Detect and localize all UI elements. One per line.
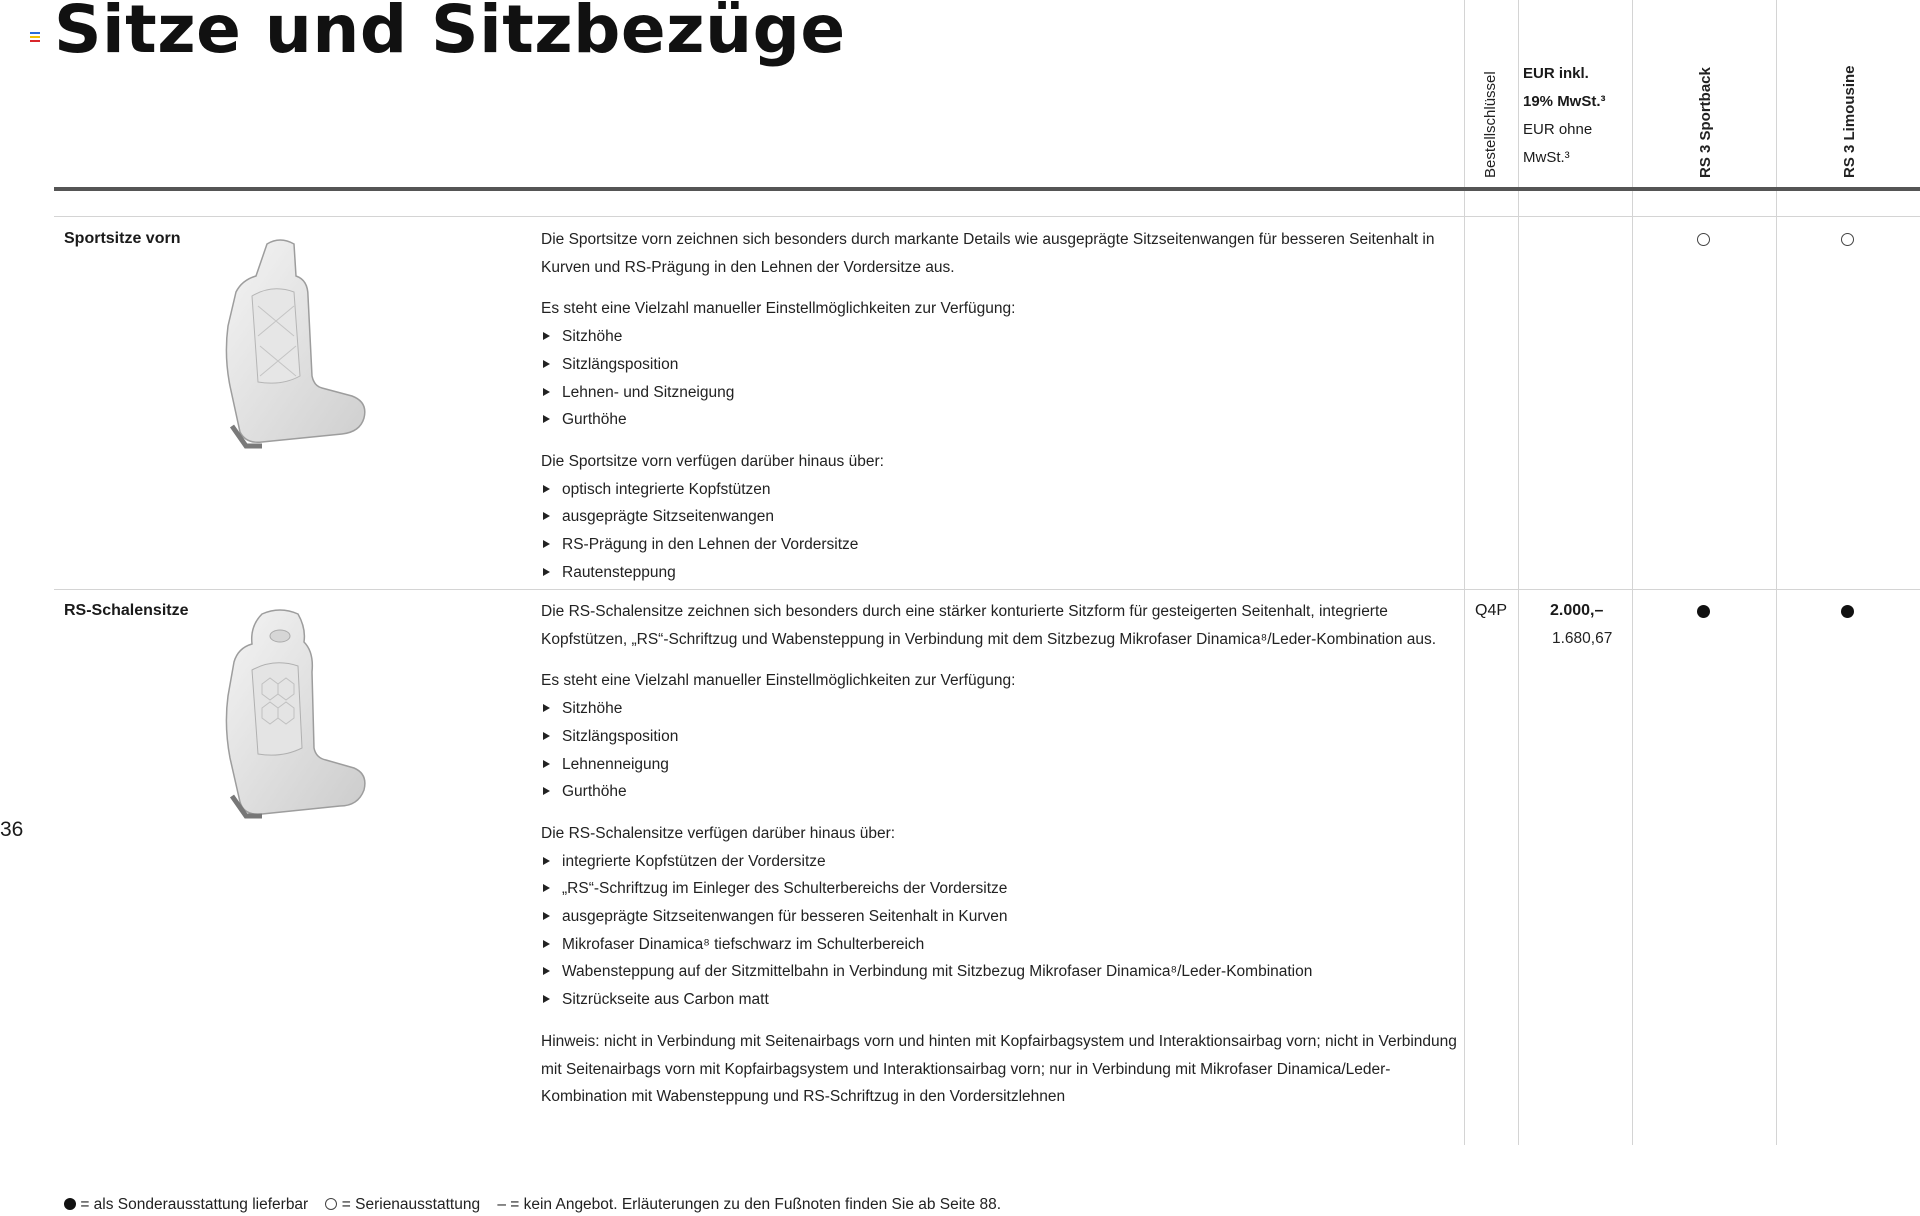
adjust-list bbox=[541, 323, 1461, 434]
bucket-seat-image bbox=[222, 608, 372, 828]
price-gross-label-2: 19% MwSt.³ bbox=[1523, 93, 1606, 110]
row-note: Hinweis: nicht in Verbindung mit Seitenairbags vorn und hinten mit Kopfairbagsystem und Interaktionsairbag vorn; nicht in Verbindung mit Seitenairbags vorn mit Kopfairbagsystem und Interaktionsairbag vorn; nur in Verbindung mit Mikrofaser Dinamica/Leder-Kombination mit Wabensteppung und RS-Schriftzug in den Vordersitzlehnen bbox=[541, 1032, 1457, 1106]
list-item: „RS“-Schriftzug im Einleger des Schulterbereichs der Vordersitze bbox=[541, 875, 1461, 903]
list-item: Wabensteppung auf der Sitzmittelbahn in Verbindung mit Sitzbezug Mikrofaser Dinamica⁸/Leder-Kombination bbox=[541, 958, 1461, 986]
adjust-list bbox=[541, 695, 1461, 806]
page-number: 36 bbox=[0, 818, 24, 841]
filled-dot-icon bbox=[64, 1198, 76, 1210]
legend-optional: = als Sonderausstattung lieferbar bbox=[80, 1196, 309, 1213]
column-header-price bbox=[1523, 60, 1606, 172]
list-item: Gurthöhe bbox=[541, 778, 1461, 806]
list-item: Lehnenneigung bbox=[541, 751, 1461, 779]
sport-seat-image bbox=[222, 236, 372, 456]
price-net: 1.680,67 bbox=[1552, 630, 1613, 647]
list-item: Lehnen- und Sitzneigung bbox=[541, 379, 1461, 407]
extra-list bbox=[541, 476, 1461, 587]
hollow-circle-icon bbox=[325, 1198, 337, 1210]
row-description-rs-schalensitze bbox=[541, 598, 1461, 1125]
price-net-label-2: MwSt.³ bbox=[1523, 149, 1570, 166]
list-item: Rautensteppung bbox=[541, 559, 1461, 587]
row-divider bbox=[54, 216, 1920, 217]
list-item: integrierte Kopfstützen der Vordersitze bbox=[541, 848, 1461, 876]
price-gross: 2.000,– bbox=[1550, 602, 1604, 619]
availability-marker bbox=[1697, 233, 1710, 246]
list-item: Gurthöhe bbox=[541, 406, 1461, 434]
list-item: optisch integrierte Kopfstützen bbox=[541, 476, 1461, 504]
list-item: RS-Prägung in den Lehnen der Vordersitze bbox=[541, 531, 1461, 559]
column-divider bbox=[1776, 0, 1777, 1145]
column-header-rs3-limousine: RS 3 Limousine bbox=[1841, 65, 1858, 178]
order-code: Q4P bbox=[1475, 602, 1508, 619]
list-item: Sitzrückseite aus Carbon matt bbox=[541, 986, 1461, 1014]
list-item: Sitzlängsposition bbox=[541, 351, 1461, 379]
legend bbox=[64, 1196, 1001, 1214]
adjust-heading: Es steht eine Vielzahl manueller Einstellmöglichkeiten zur Verfügung: bbox=[541, 300, 1016, 318]
list-item: Sitzhöhe bbox=[541, 323, 1461, 351]
availability-marker bbox=[1841, 605, 1854, 618]
column-header-rs3-sportback: RS 3 Sportback bbox=[1697, 67, 1714, 178]
list-item: Mikrofaser Dinamica⁸ tiefschwarz im Schulterbereich bbox=[541, 931, 1461, 959]
column-header-order-key: Bestellschlüssel bbox=[1482, 71, 1499, 178]
list-item: Sitzhöhe bbox=[541, 695, 1461, 723]
availability-marker bbox=[1697, 605, 1710, 618]
row-intro: Die RS-Schalensitze zeichnen sich besonders durch eine stärker konturierte Sitzform für gesteigerten Seitenhalt, integrierte Kopfstützen, „RS“-Schriftzug und Wabensteppung in Verbindung mit dem Sitzbezug Mikrofaser Dinamica⁸/Leder-Kombination aus. bbox=[541, 603, 1437, 648]
price-net-label-1: EUR ohne bbox=[1523, 121, 1593, 138]
extra-heading: Die Sportsitze vorn verfügen darüber hinaus über: bbox=[541, 452, 884, 470]
row-intro: Die Sportsitze vorn zeichnen sich besonders durch markante Details wie ausgeprägte Sitzseitenwangen für besseren Seitenhalt in Kurven und RS-Prägung in den Lehnen der Vordersitze aus. bbox=[541, 231, 1435, 276]
adjust-heading: Es steht eine Vielzahl manueller Einstellmöglichkeiten zur Verfügung: bbox=[541, 672, 1016, 690]
column-divider bbox=[1464, 0, 1465, 1145]
availability-marker bbox=[1841, 233, 1854, 246]
row-description-sportsitze bbox=[541, 226, 1461, 600]
column-divider bbox=[1518, 0, 1519, 1145]
row-label-rs-schalensitze: RS-Schalensitze bbox=[64, 602, 189, 619]
list-item: ausgeprägte Sitzseitenwangen bbox=[541, 503, 1461, 531]
page-title: Sitze und Sitzbezüge bbox=[54, 0, 846, 68]
extra-heading: Die RS-Schalensitze verfügen darüber hinaus über: bbox=[541, 824, 896, 842]
list-item: Sitzlängsposition bbox=[541, 723, 1461, 751]
column-divider bbox=[1632, 0, 1633, 1145]
legend-standard: = Serienausstattung bbox=[341, 1196, 481, 1213]
list-item: ausgeprägte Sitzseitenwangen für besseren Seitenhalt in Kurven bbox=[541, 903, 1461, 931]
extra-list bbox=[541, 848, 1461, 1014]
legend-none: – = kein Angebot. Erläuterungen zu den Fußnoten finden Sie ab Seite 88. bbox=[497, 1196, 1001, 1213]
title-marker-icon bbox=[30, 32, 40, 44]
row-label-sportsitze: Sportsitze vorn bbox=[64, 230, 181, 247]
header-rule bbox=[54, 187, 1920, 191]
price-gross-label-1: EUR inkl. bbox=[1523, 65, 1589, 82]
